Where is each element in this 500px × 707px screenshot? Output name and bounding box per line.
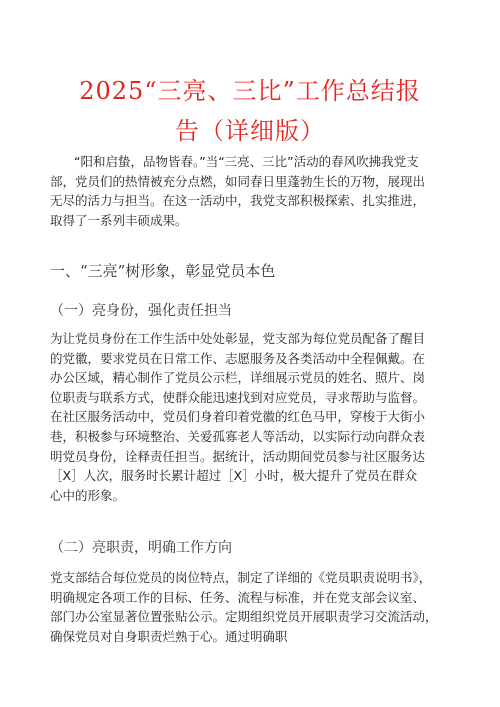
paragraph-line: 心中的形象。 (50, 487, 126, 503)
subsection-2-paragraph (50, 568, 462, 646)
subsection-1-paragraph (50, 329, 462, 505)
intro-line: 部，党员们的热情被充分点燃，如同春日里蓬勃生长的万物，展现出 (50, 173, 426, 189)
paragraph-line: 办公区域，精心制作了党员公示栏，详细展示党员的姓名、照片、岗 (50, 370, 426, 386)
paragraph-line: 党支部结合每位党员的岗位特点，制定了详细的《党员职责说明书》， (50, 570, 432, 585)
paragraph-line: 巷，积极参与环境整治、关爱孤寡老人等活动，以实际行动向群众表 (50, 428, 426, 444)
document-title-line-2: 告（详细版） (175, 117, 325, 145)
section-heading-1: 一、“三亮”树形象，彰显党员本色 (50, 262, 276, 280)
paragraph-line: 部门办公室显著位置张贴公示。定期组织党员开展职责学习交流活动， (50, 609, 438, 625)
paragraph-line: 位职责与联系方式，使群众能迅速找到对应党员，寻求帮助与监督。 (50, 389, 426, 405)
document-title-line-1: 2025“三亮、三比”工作总结报 (79, 77, 421, 105)
intro-paragraph (50, 152, 462, 230)
paragraph-line: 的党徽，要求党员在日常工作、志愿服务及各类活动中全程佩戴。在 (50, 350, 426, 366)
paragraph-line: 为让党员身份在工作生活中处处彰显，党支部为每位党员配备了醒目 (50, 331, 426, 346)
paragraph-line: 在社区服务活动中，党员们身着印着党徽的红色马甲，穿梭于大街小 (50, 409, 426, 425)
paragraph-line: 确保党员对自身职责烂熟于心。通过明确职 (50, 628, 288, 644)
intro-line: 无尽的活力与担当。在这一活动中，我党支部积极探索、扎实推进， (50, 193, 426, 209)
intro-line: 取得了一系列丰硕成果。 (50, 212, 188, 228)
paragraph-line: 明确规定各项工作的目标、任务、流程与标准，并在党支部会议室、 (50, 589, 426, 605)
paragraph-line: 明党员身份，诠释责任担当。据统计，活动期间党员参与社区服务达 (50, 448, 426, 464)
subsection-heading-1: （一）亮身份，强化责任担当 (50, 303, 232, 319)
subsection-heading-2: （二）亮职责，明确工作方向 (50, 540, 232, 556)
paragraph-line: ［X］人次，服务时长累计超过［X］小时，极大提升了党员在群众 (50, 468, 418, 484)
intro-line: “阳和启蛰，品物皆春。”当“三亮、三比”活动的春风吹拂我党支 (74, 154, 419, 169)
